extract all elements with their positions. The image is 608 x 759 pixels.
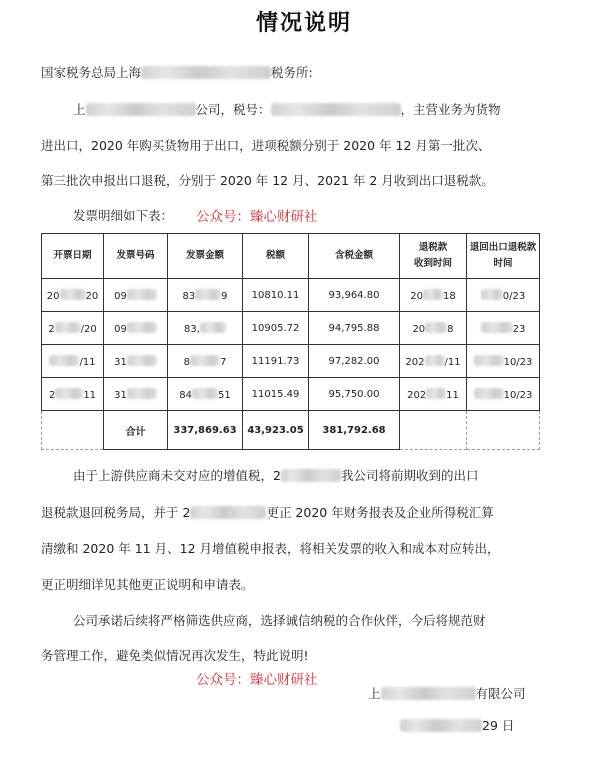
cell-total: 93,964.80 <box>309 279 400 312</box>
cell-refund-returned: 10/23 <box>467 345 540 378</box>
watermark-text: 公众号：臻心财研社 <box>196 672 318 688</box>
col-header-date: 开票日期 <box>42 234 104 279</box>
cell-number: 31 <box>104 345 168 378</box>
col-header-tax: 税额 <box>243 234 309 279</box>
table-total-row <box>42 411 540 450</box>
col-header-amount: 发票金额 <box>168 234 243 279</box>
addressee-line: 国家税务总局上海 税务所: <box>41 65 313 80</box>
cell-total: 95,750.00 <box>309 378 400 411</box>
redacted-block <box>141 66 271 79</box>
col-header-refund-received: 退税款 收到时间 <box>400 234 467 279</box>
cell-number: 09 <box>104 312 168 345</box>
cell-amount: 8 7 <box>168 345 243 378</box>
cell-tax: 10810.11 <box>243 279 309 312</box>
document-title: 情况说明 <box>255 11 352 36</box>
cell-total-amount: 337,869.63 <box>168 411 243 450</box>
cell-refund-returned: 0/23 <box>467 279 540 312</box>
table-header-row <box>42 234 540 279</box>
redacted-block <box>190 506 266 519</box>
cell-refund-returned: 23 <box>467 312 540 345</box>
para3-line1: 公司承诺后续将严格筛选供应商，选择诚信纳税的合作伙伴，今后将规范财 <box>73 613 486 628</box>
watermark-text: 公众号：臻心财研社 <box>196 209 318 225</box>
para2-line1: 由于上游供应商未交对应的增值税，2 我公司将前期收到的出口 <box>73 468 479 483</box>
col-header-refund-returned: 退回出口退税款 时间 <box>467 234 540 279</box>
cell-total-tax: 43,923.05 <box>243 411 309 450</box>
cell-empty <box>400 411 467 450</box>
cell-tax: 10905.72 <box>243 312 309 345</box>
signature-date: 29 日 <box>400 716 514 734</box>
cell-refund-received: 202 /11 <box>400 345 467 378</box>
para1-line2: 进出口，2020 年购买货物用于出口，进项税额分别于 2020 年 12 月第一批次、 <box>41 138 491 153</box>
cell-date: 20 20 <box>42 279 104 312</box>
cell-refund-received: 20 8 <box>400 312 467 345</box>
cell-tax: 11191.73 <box>243 345 309 378</box>
cell-amount: 83, <box>168 312 243 345</box>
cell-date: /11 <box>42 345 104 378</box>
signature-company: 上 有限公司 <box>368 686 526 701</box>
cell-date: 2 /20 <box>42 312 104 345</box>
para1-line1: 上 公司，税号： ，主营业务为货物 <box>73 102 501 117</box>
cell-amount: 84 51 <box>168 378 243 411</box>
cell-refund-received: 202 11 <box>400 378 467 411</box>
redacted-block <box>281 469 341 482</box>
cell-total-label: 合计 <box>104 411 168 450</box>
table-row <box>42 378 540 411</box>
table-row <box>42 312 540 345</box>
para2-line2: 退税款退回税务局，并于 2 更正 2020 年财务报表及企业所得税汇算 <box>41 505 494 520</box>
cell-empty <box>42 411 104 450</box>
cell-refund-received: 20 18 <box>400 279 467 312</box>
cell-date: 2 11 <box>42 378 104 411</box>
table-row <box>42 279 540 312</box>
cell-number: 31 <box>104 378 168 411</box>
para2-line4: 更正明细详见其他更正说明和申请表。 <box>41 577 254 592</box>
cell-total: 94,795.88 <box>309 312 400 345</box>
col-header-number: 发票号码 <box>104 234 168 279</box>
cell-total-total: 381,792.68 <box>309 411 400 450</box>
redacted-block <box>400 719 482 732</box>
para3-line2: 务管理工作，避免类似情况再次发生，特此说明! <box>41 648 309 663</box>
cell-number: 09 <box>104 279 168 312</box>
cell-refund-returned: 10/23 <box>467 378 540 411</box>
para2-line3: 清缴和 2020 年 11 月、12 月增值税申报表，将相关发票的收入和成本对应转出， <box>41 541 500 556</box>
invoice-table <box>41 233 540 450</box>
para1-line3: 第三批次申报出口退税，分别于 2020 年 12 月、2021 年 2 月收到出口退税款。 <box>41 173 494 188</box>
cell-empty <box>467 411 540 450</box>
col-header-total: 含税金额 <box>309 234 400 279</box>
redacted-block <box>271 103 401 116</box>
cell-total: 97,282.00 <box>309 345 400 378</box>
invoice-intro: 发票明细如下表： <box>73 208 174 223</box>
cell-amount: 83 9 <box>168 279 243 312</box>
redacted-block <box>381 687 476 700</box>
table-row <box>42 345 540 378</box>
cell-tax: 11015.49 <box>243 378 309 411</box>
redacted-block <box>86 103 196 116</box>
